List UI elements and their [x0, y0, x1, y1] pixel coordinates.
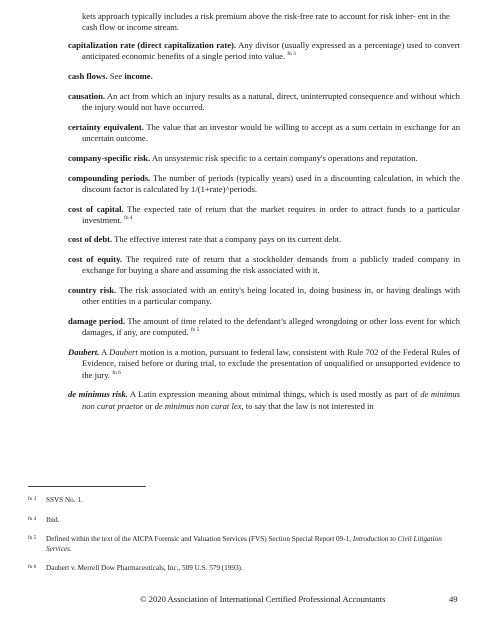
footnote-reference[interactable]: fn 3 [287, 51, 296, 58]
footnote-mark: fn 6 [28, 563, 37, 570]
entry-term: compounding periods. [68, 172, 151, 183]
glossary-entry [68, 316, 460, 339]
glossary-entry [68, 153, 460, 164]
entry-definition-italic: Daubert [109, 347, 138, 358]
entry-term: cash flows. [68, 71, 108, 82]
glossary-entry-daubert [68, 347, 460, 381]
footnote-4 [28, 515, 468, 525]
glossary-entry [68, 40, 460, 63]
entry-definition: The effective interest rate that a company pays on its current debt. [114, 234, 342, 245]
footnote-text: Daubert v. Merrell Dow Pharmaceuticals, Inc., 509 U.S. 579 (1993). [46, 563, 243, 572]
entry-term: country risk. [68, 285, 117, 296]
footnote-title: Introduction to Civil Litigation Services [46, 535, 442, 554]
entry-definition-end: , to say that the law is not interested in [241, 400, 374, 411]
footnote-end: . [69, 545, 72, 554]
entry-term: de minimus risk. [68, 389, 128, 400]
entry-definition-mid: or [145, 400, 153, 411]
footnote-reference[interactable]: fn 4 [124, 214, 133, 221]
entry-term: damage period. [68, 316, 126, 327]
continuation-line-2: ent in the cash flow or income stream. [82, 11, 450, 33]
glossary-body [68, 11, 460, 420]
entry-definition: An act from which an injury results as a natural, direct, uninterrupted consequence and without which the injury would not have occurred. [82, 90, 460, 113]
entry-definition: The value that an investor would be willing to accept as a sum certain in exchange for an uncertain outcome. [82, 121, 460, 144]
entry-definition: The risk associated with an entity's being located in, doing business in, or having dealings with other entities in a particular company. [82, 285, 461, 307]
entry-definition: The expected rate of return that the market requires in order to attract funds to a particular investment. [82, 203, 460, 225]
footnote-mark: fn 4 [28, 515, 37, 522]
footnote-6 [28, 563, 468, 573]
footnote-text: Ibid. [46, 515, 60, 524]
footnote-text: SSVS No. 1. [46, 496, 83, 504]
glossary-entry [68, 91, 460, 114]
footnotes [28, 495, 468, 583]
glossary-entry [68, 234, 460, 245]
glossary-entry [68, 173, 460, 196]
glossary-entry [68, 285, 460, 308]
footnote-text: Defined within the text of the AICPA Forensic and Valuation Services (FVS) Section Special Report 09-1, [46, 535, 352, 544]
entry-term: capitalization rate (direct capitalization rate). [68, 40, 237, 51]
glossary-entry [68, 122, 460, 145]
entry-definition-start: A [101, 347, 107, 358]
entry-definition: motion is a motion, pursuant to federal law, consistent with Rule 702 of the Federal Rules of Evidence, raised before or during trial, to exclude the presentation of unqualified or unsupported evidence to the jury. [82, 347, 460, 380]
footnote-5 [28, 534, 468, 554]
page-number: 49 [449, 594, 458, 604]
footnote-text-wrap [46, 534, 468, 554]
entry-term: cost of capital. [68, 203, 124, 214]
entry-term: cost of debt. [68, 234, 113, 245]
entry-definition: Any divisor (usually expressed as a percentage) used to convert anticipated economic benefits of a single period into value. [82, 40, 460, 62]
footnote-divider [28, 486, 146, 487]
entry-definition: An unsystemic risk specific to a certain company's operations and reputation. [151, 152, 418, 163]
cross-reference-link[interactable]: income. [124, 71, 153, 82]
footnote-3 [28, 495, 468, 505]
copyright-footer: © 2020 Association of International Certified Professional Accountants [140, 594, 386, 604]
entry-definition-start: A Latin expression meaning about minimal things, which is used mostly as part of [129, 389, 418, 400]
continuation-text [68, 11, 460, 34]
footnote-mark: fn 3 [28, 496, 37, 502]
entry-term: Daubert. [68, 347, 100, 358]
footnote-mark: fn 5 [28, 535, 37, 542]
glossary-entry [68, 71, 460, 82]
glossary-entry [68, 254, 460, 277]
glossary-entry [68, 204, 460, 227]
footnote-reference[interactable]: fn 5 [190, 327, 200, 334]
latin-phrase-2: de minimus non curat lex [154, 400, 242, 411]
continuation-line-1: kets approach typically includes a risk premium above the risk-free rate to account for risk inher- [82, 11, 416, 21]
entry-term: cost of equity. [68, 254, 123, 265]
entry-definition: The number of periods (typically years) used in a discounting calculation, in which the discount factor is calculated by 1/(1+rate)^periods. [82, 172, 461, 194]
entry-definition: The amount of time related to the defendant’s alleged wrongdoing or other loss event for which damages, if any, are computed. [82, 316, 460, 338]
entry-term: certainty equivalent. [68, 121, 144, 132]
footnote-reference[interactable]: fn 6 [112, 369, 121, 376]
entry-term: company-specific risk. [68, 152, 151, 163]
entry-definition: The required rate of return that a stockholder demands from a publicly traded company in exchange for buying a share and assuming the risk associated with it. [82, 254, 461, 276]
glossary-entries [68, 40, 460, 339]
latin-phrase-1: de minimus non curat praetor [82, 389, 460, 411]
entry-term: causation. [68, 90, 106, 101]
entry-definition: See [109, 71, 123, 82]
glossary-entry-de-minimus [68, 389, 460, 412]
